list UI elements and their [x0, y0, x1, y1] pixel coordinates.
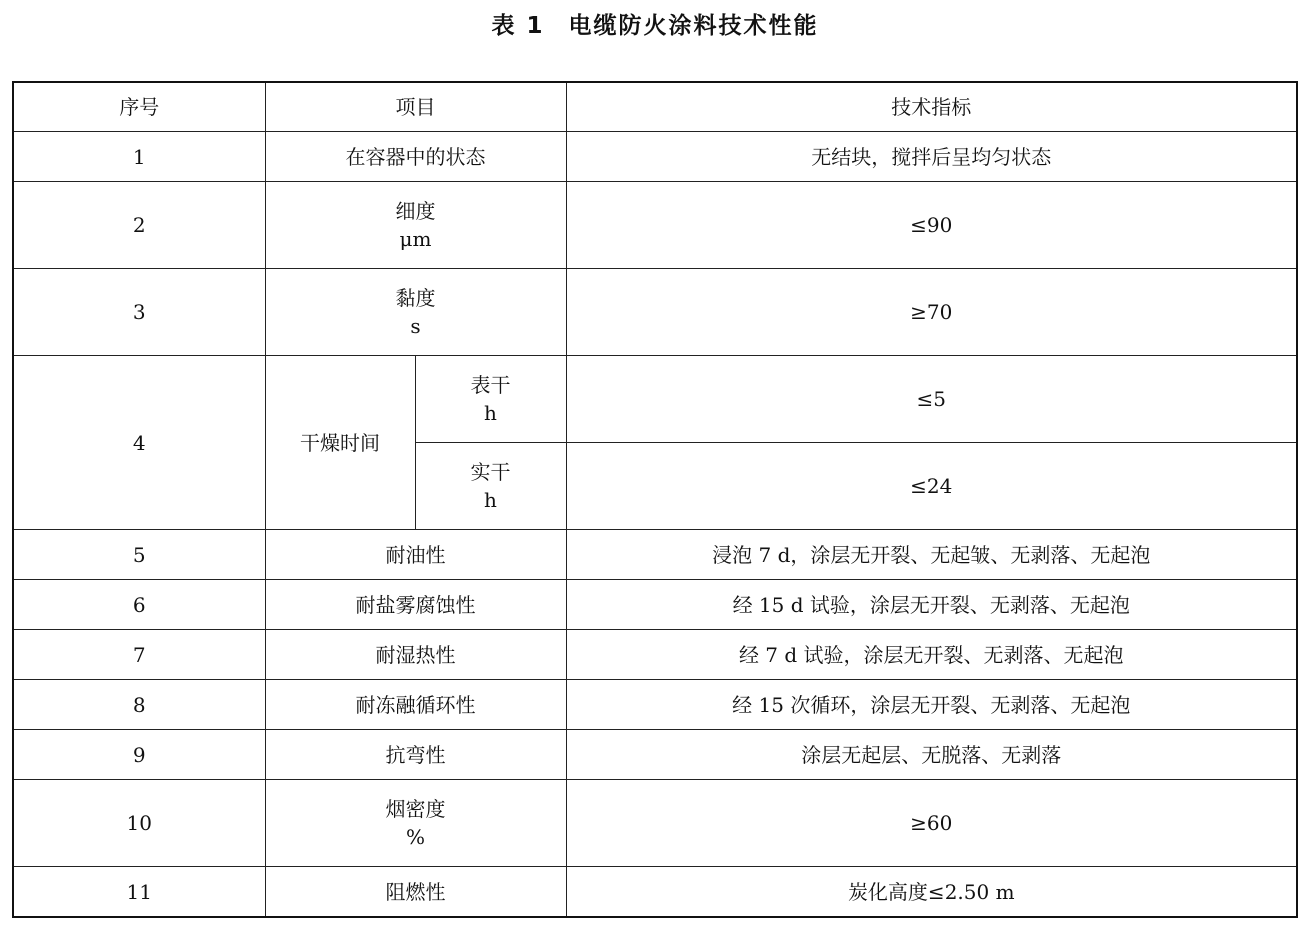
item-cell: 耐冻融循环性: [265, 680, 566, 730]
seq-cell: 3: [13, 269, 265, 356]
subitem-cell: [415, 356, 566, 443]
spec-cell: 经 15 次循环，涂层无开裂、无剥落、无起泡: [566, 680, 1297, 730]
seq-cell: 5: [13, 530, 265, 580]
item-unit: μm: [399, 227, 432, 251]
table-row: [13, 182, 1297, 269]
table-number: 表 1: [491, 13, 545, 39]
header-row: [13, 82, 1297, 132]
header-item: 项目: [265, 82, 566, 132]
seq-cell: 1: [13, 132, 265, 182]
spec-cell: 经 15 d 试验，涂层无开裂、无剥落、无起泡: [566, 580, 1297, 630]
spec-cell: ≤5: [566, 356, 1297, 443]
spec-cell: 无结块，搅拌后呈均匀状态: [566, 132, 1297, 182]
item-cell: 耐盐雾腐蚀性: [265, 580, 566, 630]
item-cell: 阻燃性: [265, 867, 566, 918]
seq-cell: 7: [13, 630, 265, 680]
item-cell: 干燥时间: [265, 356, 415, 530]
seq-cell: 6: [13, 580, 265, 630]
seq-cell: 8: [13, 680, 265, 730]
spec-cell: 浸泡 7 d，涂层无开裂、无起皱、无剥落、无起泡: [566, 530, 1297, 580]
table-row: [13, 356, 1297, 443]
table-caption: 电缆防火涂料技术性能: [568, 13, 819, 39]
item-cell: 耐湿热性: [265, 630, 566, 680]
table-row: [13, 780, 1297, 867]
spec-cell: ≤90: [566, 182, 1297, 269]
subitem-unit: h: [484, 488, 497, 512]
item-cell: 耐油性: [265, 530, 566, 580]
table-row: [13, 132, 1297, 182]
spec-cell: ≥70: [566, 269, 1297, 356]
spec-cell: 经 7 d 试验，涂层无开裂、无剥落、无起泡: [566, 630, 1297, 680]
subitem-name: 实干: [470, 460, 511, 484]
item-cell: 抗弯性: [265, 730, 566, 780]
spec-cell: ≥60: [566, 780, 1297, 867]
subitem-name: 表干: [470, 373, 511, 397]
item-cell: [265, 780, 566, 867]
seq-cell: 10: [13, 780, 265, 867]
spec-cell: 炭化高度≤2.50 m: [566, 867, 1297, 918]
seq-cell: 11: [13, 867, 265, 918]
subitem-cell: [415, 443, 566, 530]
subitem-unit: h: [484, 401, 497, 425]
item-unit: %: [405, 825, 425, 849]
spec-cell: 涂层无起层、无脱落、无剥落: [566, 730, 1297, 780]
item-name: 烟密度: [385, 797, 446, 821]
item-cell: [265, 269, 566, 356]
item-name: 细度: [395, 199, 436, 223]
seq-cell: 9: [13, 730, 265, 780]
table-row: [13, 530, 1297, 580]
item-name: 黏度: [395, 286, 436, 310]
table-row: [13, 630, 1297, 680]
header-seq: 序号: [13, 82, 265, 132]
spec-table: [12, 81, 1298, 918]
table-row: [13, 580, 1297, 630]
item-cell: 在容器中的状态: [265, 132, 566, 182]
seq-cell: 4: [13, 356, 265, 530]
table-row: [13, 867, 1297, 918]
table-row: [13, 680, 1297, 730]
header-spec: 技术指标: [566, 82, 1297, 132]
item-unit: s: [410, 314, 421, 338]
table-title: [0, 8, 1310, 44]
seq-cell: 2: [13, 182, 265, 269]
spec-cell: ≤24: [566, 443, 1297, 530]
table-row: [13, 269, 1297, 356]
item-cell: [265, 182, 566, 269]
table-row: [13, 730, 1297, 780]
